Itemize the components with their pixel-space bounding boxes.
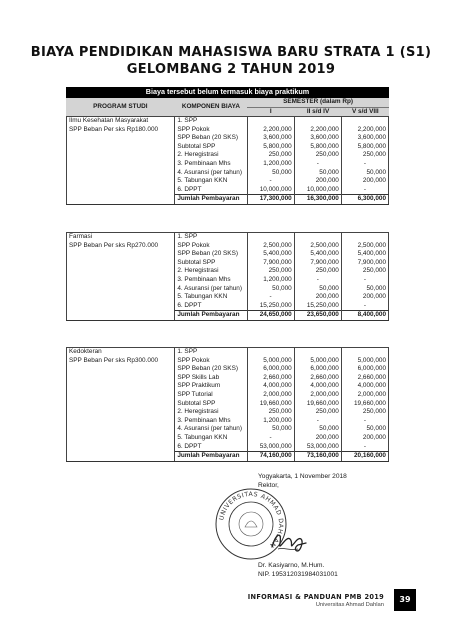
fee-value: 250,000: [362, 408, 386, 416]
signer-nip: NIP. 195312031984031001: [258, 571, 338, 578]
fee-value: 50,000: [247, 285, 294, 294]
fee-value: 5,400,000: [294, 250, 341, 259]
fee-value: 19,660,000: [354, 399, 386, 407]
component-label: SPP Pokok: [175, 357, 247, 366]
component-label: SPP Praktikum: [175, 382, 247, 391]
fee-value: 5,800,000: [294, 143, 341, 152]
footer-subtitle: Universitas Ahmad Dahlan: [315, 602, 384, 608]
program-cell: [67, 186, 175, 195]
table-row: [67, 126, 389, 135]
program-cell: [67, 285, 175, 294]
table-row: [67, 425, 389, 434]
fee-value: 200,000: [362, 177, 386, 185]
fee-value: [341, 117, 388, 126]
fee-value: -: [247, 293, 294, 302]
fee-value: 1,200,000: [247, 160, 294, 169]
program-per-sks: SPP Beban Per sks Rp300.000: [67, 357, 175, 366]
component-label: 1. SPP: [175, 233, 247, 242]
fee-value: 2,660,000: [357, 373, 386, 381]
program-cell: [67, 151, 175, 160]
fee-value: 50,000: [294, 425, 341, 434]
footer-title: INFORMASI & PANDUAN PMB 2019: [247, 593, 384, 601]
fee-value: 53,000,000: [247, 443, 294, 452]
fee-value: 250,000: [247, 151, 294, 160]
component-label: 4. Asuransi (per tahun): [175, 285, 247, 294]
signer-name: Dr. Kasiyarno, M.Hum.: [258, 562, 325, 569]
total-value: 20,160,000: [341, 452, 388, 462]
program-name: Kedokteran: [67, 348, 175, 357]
fee-value: 250,000: [294, 151, 341, 160]
page-title-line1: BIAYA PENDIDIKAN MAHASISWA BARU STRATA 1 (S1): [30, 45, 432, 60]
fee-value: 7,900,000: [357, 258, 386, 266]
table-row: [67, 242, 389, 251]
table-row: [67, 374, 389, 383]
table-band: Biaya tersebut belum termasuk biaya praktikum: [66, 87, 389, 98]
fee-value: 6,000,000: [357, 365, 386, 373]
fee-value: 5,000,000: [294, 357, 341, 366]
table-row: [67, 443, 389, 452]
component-label: SPP Beban (20 SKS): [175, 250, 247, 259]
total-row: [67, 311, 389, 321]
fee-table-header: [66, 87, 389, 117]
table-row: [67, 169, 389, 178]
program-cell: [67, 452, 175, 462]
component-label: Subtotal SPP: [175, 400, 247, 409]
table-row: [67, 434, 389, 443]
fee-value: 5,000,000: [357, 356, 386, 364]
program-cell: [67, 408, 175, 417]
component-label: 4. Asuransi (per tahun): [175, 169, 247, 178]
fee-value: -: [294, 276, 341, 285]
svg-text:UNIVERSITAS AHMAD DAHLAN: UNIVERSITAS AHMAD DAHLAN: [218, 490, 285, 549]
fee-value: -: [363, 185, 366, 193]
fee-value: -: [294, 417, 341, 426]
fee-value: 4,000,000: [247, 382, 294, 391]
program-per-sks: SPP Beban Per sks Rp270.000: [67, 242, 175, 251]
component-label: 2. Heregistrasi: [175, 408, 247, 417]
fee-value: 250,000: [247, 267, 294, 276]
fee-section-table: [66, 116, 389, 205]
fee-value: [247, 348, 294, 357]
fee-value: 2,660,000: [247, 374, 294, 383]
fee-value: 250,000: [362, 151, 386, 159]
total-value: 74,160,000: [247, 452, 294, 462]
fee-value: 7,900,000: [247, 259, 294, 268]
program-cell: [67, 302, 175, 311]
component-label: 5. Tabungan KKN: [175, 177, 247, 186]
fee-value: 2,500,000: [247, 242, 294, 251]
header-semester: SEMESTER (dalam Rp): [247, 98, 389, 107]
table-row: [67, 357, 389, 366]
table-row: [67, 177, 389, 186]
component-label: SPP Skills Lab: [175, 374, 247, 383]
table-row: [67, 391, 389, 400]
table-row: [67, 293, 389, 302]
fee-value: 4,000,000: [357, 382, 386, 390]
fee-value: 2,000,000: [247, 391, 294, 400]
component-label: 1. SPP: [175, 117, 247, 126]
fee-value: 2,200,000: [247, 126, 294, 135]
fee-value: 15,250,000: [294, 302, 341, 311]
header-sem-3: V s/d VIII: [342, 107, 389, 117]
fee-value: [247, 117, 294, 126]
total-value: 23,650,000: [294, 311, 341, 321]
total-value: 8,400,000: [341, 311, 388, 321]
fee-value: 6,000,000: [247, 365, 294, 374]
component-label: 2. Heregistrasi: [175, 151, 247, 160]
component-label: SPP Pokok: [175, 126, 247, 135]
component-label: SPP Tutorial: [175, 391, 247, 400]
table-row: [67, 276, 389, 285]
fee-value: -: [247, 434, 294, 443]
fee-value: 1,200,000: [247, 417, 294, 426]
program-cell: [67, 425, 175, 434]
component-label: SPP Beban (20 SKS): [175, 365, 247, 374]
fee-value: 50,000: [247, 169, 294, 178]
fee-value: 19,660,000: [247, 400, 294, 409]
table-row: [67, 259, 389, 268]
fee-value: 5,800,000: [247, 143, 294, 152]
fee-value: 200,000: [362, 293, 386, 301]
table-row: [67, 143, 389, 152]
fee-value: 50,000: [366, 425, 386, 433]
fee-value: [294, 117, 341, 126]
fee-section-table: [66, 232, 389, 321]
component-label: 1. SPP: [175, 348, 247, 357]
fee-value: 200,000: [294, 434, 341, 443]
table-row: [67, 400, 389, 409]
program-cell: [67, 134, 175, 143]
table-row: [67, 134, 389, 143]
fee-value: 1,200,000: [247, 276, 294, 285]
fee-value: [247, 233, 294, 242]
total-value: 6,300,000: [341, 195, 388, 205]
fee-value: 250,000: [294, 408, 341, 417]
page-title-line2: GELOMBANG 2 TAHUN 2019: [126, 62, 336, 77]
fee-value: 3,600,000: [294, 134, 341, 143]
fee-value: 250,000: [362, 267, 386, 275]
fee-value: 10,000,000: [294, 186, 341, 195]
table-row: [67, 151, 389, 160]
program-cell: [67, 259, 175, 268]
fee-value: 2,000,000: [357, 390, 386, 398]
fee-value: [341, 233, 388, 242]
component-label: 2. Heregistrasi: [175, 267, 247, 276]
program-cell: [67, 391, 175, 400]
fee-value: 5,400,000: [247, 250, 294, 259]
fee-value: 250,000: [294, 267, 341, 276]
table-row: [67, 285, 389, 294]
program-cell: [67, 443, 175, 452]
component-label: Subtotal SPP: [175, 143, 247, 152]
fee-value: 50,000: [366, 284, 386, 292]
component-label: 3. Pembinaan Mhs: [175, 276, 247, 285]
program-cell: [67, 382, 175, 391]
fee-value: 50,000: [294, 169, 341, 178]
fee-value: 2,660,000: [294, 374, 341, 383]
total-label: Jumlah Pembayaran: [175, 452, 247, 462]
program-cell: [67, 311, 175, 321]
program-name: Ilmu Kesehatan Masyarakat: [67, 117, 175, 126]
fee-value: 5,400,000: [357, 250, 386, 258]
program-cell: [67, 293, 175, 302]
fee-value: 3,600,000: [357, 134, 386, 142]
component-label: SPP Beban (20 SKS): [175, 134, 247, 143]
fee-value: 200,000: [294, 177, 341, 186]
component-label: 6. DPPT: [175, 186, 247, 195]
program-cell: [67, 417, 175, 426]
table-row: [67, 417, 389, 426]
signer-info: [258, 561, 338, 579]
component-label: Subtotal SPP: [175, 259, 247, 268]
component-label: 6. DPPT: [175, 443, 247, 452]
program-name: Farmasi: [67, 233, 175, 242]
header-sem-1: I: [247, 107, 294, 117]
table-row: [67, 117, 389, 126]
program-cell: [67, 374, 175, 383]
fee-value: -: [363, 275, 366, 283]
program-cell: [67, 169, 175, 178]
component-label: 5. Tabungan KKN: [175, 434, 247, 443]
fee-value: -: [363, 159, 366, 167]
component-label: 3. Pembinaan Mhs: [175, 417, 247, 426]
component-label: 4. Asuransi (per tahun): [175, 425, 247, 434]
fee-value: 2,200,000: [357, 125, 386, 133]
fee-value: -: [363, 416, 366, 424]
table-row: [67, 302, 389, 311]
fee-value: 200,000: [294, 293, 341, 302]
total-row: [67, 452, 389, 462]
program-cell: [67, 267, 175, 276]
component-label: 3. Pembinaan Mhs: [175, 160, 247, 169]
table-row: [67, 267, 389, 276]
table-row: [67, 160, 389, 169]
place-date: Yogyakarta, 1 November 2018: [258, 473, 347, 480]
program-cell: [67, 365, 175, 374]
header-sem-2: II s/d IV: [294, 107, 341, 117]
fee-value: [294, 233, 341, 242]
fee-value: 50,000: [366, 168, 386, 176]
program-cell: [67, 250, 175, 259]
fee-value: 250,000: [247, 408, 294, 417]
table-row: [67, 365, 389, 374]
table-row: [67, 382, 389, 391]
program-cell: [67, 276, 175, 285]
table-row: [67, 348, 389, 357]
fee-value: 2,200,000: [294, 126, 341, 135]
fee-value: 53,000,000: [294, 443, 341, 452]
total-label: Jumlah Pembayaran: [175, 311, 247, 321]
fee-value: 2,000,000: [294, 391, 341, 400]
component-label: SPP Pokok: [175, 242, 247, 251]
fee-value: -: [247, 177, 294, 186]
component-label: 5. Tabungan KKN: [175, 293, 247, 302]
fee-value: 6,000,000: [294, 365, 341, 374]
total-label: Jumlah Pembayaran: [175, 195, 247, 205]
fee-value: 200,000: [362, 433, 386, 441]
fee-value: 19,660,000: [294, 400, 341, 409]
total-value: 24,650,000: [247, 311, 294, 321]
program-cell: [67, 400, 175, 409]
program-per-sks: SPP Beban Per sks Rp180.000: [67, 126, 175, 135]
handwritten-signature: [268, 525, 308, 559]
program-cell: [67, 177, 175, 186]
fee-value: 50,000: [294, 285, 341, 294]
page-number: 39: [394, 589, 416, 611]
total-row: [67, 195, 389, 205]
fee-value: 4,000,000: [294, 382, 341, 391]
fee-value: 2,500,000: [294, 242, 341, 251]
total-value: 73,160,000: [294, 452, 341, 462]
fee-value: -: [363, 442, 366, 450]
fee-value: [294, 348, 341, 357]
fee-value: 5,000,000: [247, 357, 294, 366]
fee-value: 7,900,000: [294, 259, 341, 268]
fee-value: 15,250,000: [247, 302, 294, 311]
fee-value: -: [363, 301, 366, 309]
fee-value: [341, 348, 388, 357]
table-row: [67, 233, 389, 242]
program-cell: [67, 195, 175, 205]
fee-value: 2,500,000: [357, 241, 386, 249]
table-row: [67, 186, 389, 195]
total-value: 16,300,000: [294, 195, 341, 205]
header-program: PROGRAM STUDI: [66, 98, 175, 117]
table-row: [67, 250, 389, 259]
total-value: 17,300,000: [247, 195, 294, 205]
table-row: [67, 408, 389, 417]
fee-value: -: [294, 160, 341, 169]
program-cell: [67, 160, 175, 169]
program-cell: [67, 143, 175, 152]
component-label: 6. DPPT: [175, 302, 247, 311]
signer-role: Rektor,: [258, 482, 279, 489]
fee-section-table: [66, 347, 389, 462]
fee-value: 3,600,000: [247, 134, 294, 143]
fee-value: 10,000,000: [247, 186, 294, 195]
header-component: KOMPONEN BIAYA: [175, 98, 247, 117]
program-cell: [67, 434, 175, 443]
fee-value: 50,000: [247, 425, 294, 434]
fee-value: 5,800,000: [357, 142, 386, 150]
